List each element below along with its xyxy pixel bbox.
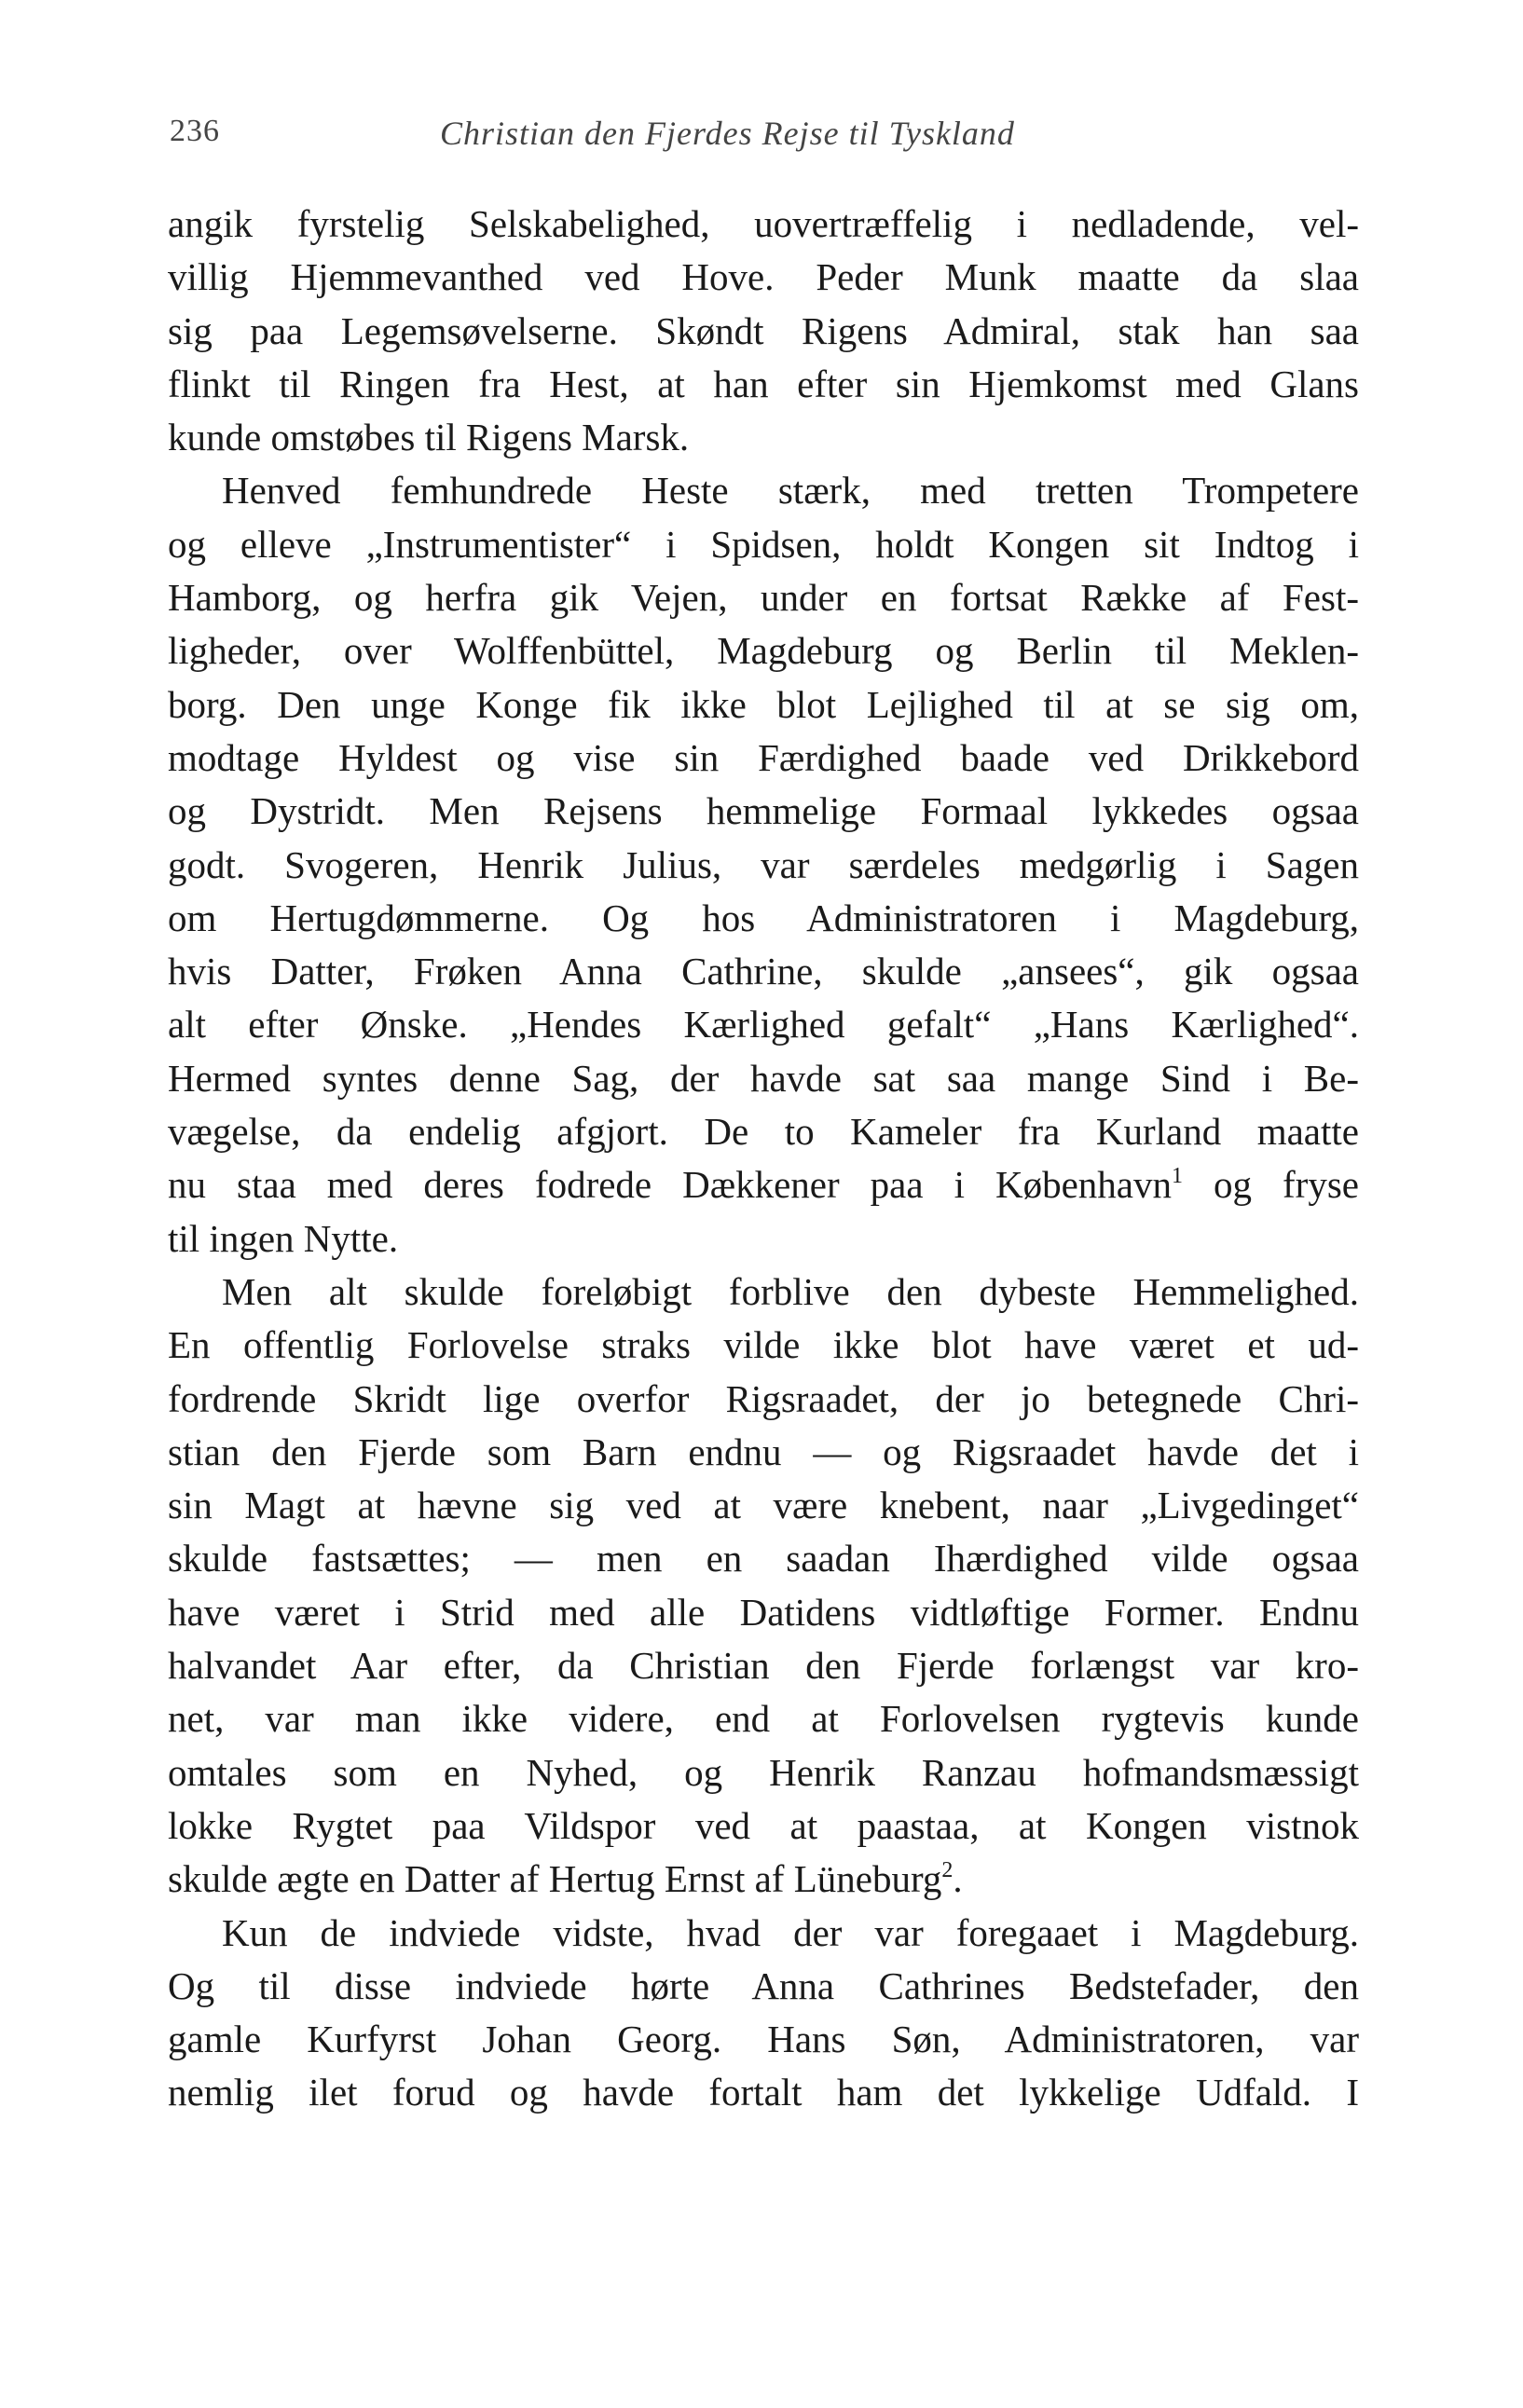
text-line [168, 1639, 1359, 1692]
text-line-content: skulde ægte en Datter af Hertug Ernst af Lüneburg [168, 1857, 942, 1901]
text-line [168, 839, 1359, 892]
text-line [168, 1373, 1359, 1426]
text-line-content: nu staa med deres fodrede Dækkener paa i København [168, 1163, 1172, 1207]
text-line-content: sig paa Legemsøvelserne. Skøndt Rigens Admiral, stak han saa [168, 308, 1359, 352]
text-line [168, 1692, 1359, 1745]
text-line-content: sin Magt at hævne sig ved at være knebent, naar „Livgedinget“ [168, 1484, 1359, 1527]
text-line-content: Men alt skulde foreløbigt forblive den dybeste Hemmelighed. [222, 1269, 1359, 1313]
text-line [168, 624, 1359, 677]
text-line [168, 198, 1359, 251]
text-line [168, 998, 1359, 1051]
text-line [168, 1799, 1359, 1853]
text-line-content: og Dystridt. Men Rejsens hemmelige Formaal lykkedes ogsaa [168, 789, 1359, 833]
text-line-content: til ingen Nytte. [168, 1216, 399, 1260]
text-line [168, 1052, 1359, 1105]
text-line [168, 1586, 1359, 1639]
text-line-content: Kun de indviede vidste, hvad der var foregaaet i Magdeburg. [222, 1910, 1359, 1954]
text-line-content: halvandet Aar efter, da Christian den Fjerde forlængst var kro- [168, 1644, 1359, 1688]
text-line-tail: . [953, 1857, 963, 1901]
footnote-marker: 1 [1171, 1163, 1183, 1188]
text-line-content: Hermed syntes denne Sag, der havde sat saa mange Sind i Be- [168, 1056, 1359, 1100]
text-line [168, 1105, 1359, 1158]
text-line [168, 358, 1359, 411]
text-line [168, 678, 1359, 732]
text-line [168, 1319, 1359, 1372]
text-line-content: modtage Hyldest og vise sin Færdighed baade ved Drikkebord [168, 735, 1359, 779]
text-line-content: alt efter Ønske. „Hendes Kærlighed gefalt“ „Hans Kærlighed“. [168, 1003, 1359, 1047]
text-line [168, 1266, 1359, 1319]
text-line [168, 1426, 1359, 1479]
text-line-content: Hamborg, og herfra gik Vejen, under en fortsat Række af Fest- [168, 576, 1359, 620]
text-line [168, 1960, 1359, 2013]
text-line [168, 2013, 1359, 2066]
text-line [168, 892, 1359, 945]
text-line-content: om Hertugdømmerne. Og hos Administratoren i Magdeburg, [168, 896, 1359, 939]
text-line-content: stian den Fjerde som Barn endnu — og Rigsraadet havde det i [168, 1430, 1359, 1473]
text-line-content: En offentlig Forlovelse straks vilde ikke blot have været et ud- [168, 1323, 1359, 1367]
text-line-content: fordrende Skridt lige overfor Rigsraadet, der jo betegnede Chri- [168, 1376, 1359, 1420]
text-line [168, 1479, 1359, 1532]
text-line-content: nemlig ilet forud og havde fortalt ham det lykkelige Udfald. I [168, 2071, 1359, 2114]
text-line [168, 411, 1359, 464]
text-line [168, 1853, 1359, 1906]
body-text [168, 198, 1359, 2120]
text-line [168, 732, 1359, 785]
text-line-content: Og til disse indviede hørte Anna Cathrines Bedstefader, den [168, 1963, 1359, 2007]
text-line [168, 2066, 1359, 2119]
page-header [170, 114, 1372, 160]
footnote-marker: 2 [941, 1857, 954, 1882]
text-line [168, 305, 1359, 358]
text-line-content: kunde omstøbes til Rigens Marsk. [168, 416, 690, 459]
text-line [168, 1158, 1359, 1211]
text-line-content: Henved femhundrede Heste stærk, med tretten Trompetere [222, 469, 1359, 513]
text-line-content: angik fyrstelig Selskabelighed, uovertræffelig i nedladende, vel- [168, 202, 1359, 245]
text-line-content: skulde fastsættes; — men en saadan Ihærdighed vilde ogsaa [168, 1537, 1359, 1580]
text-line-content: lokke Rygtet paa Vildspor ved at paastaa, at Kongen vistnok [168, 1803, 1359, 1847]
text-line-content: have været i Strid med alle Datidens vidtløftige Former. Endnu [168, 1590, 1359, 1634]
text-line [168, 1532, 1359, 1585]
text-line [168, 251, 1359, 304]
text-line [168, 518, 1359, 571]
running-title: Christian den Fjerdes Rejse til Tyskland [440, 115, 1015, 152]
text-line-content: vægelse, da endelig afgjort. De to Kameler fra Kurland maatte [168, 1110, 1359, 1154]
text-line-content: net, var man ikke videre, end at Forlovelsen rygtevis kunde [168, 1697, 1359, 1741]
text-line-tail: og fryse [1182, 1163, 1359, 1207]
text-line [168, 571, 1359, 624]
text-line-content: ligheder, over Wolffenbüttel, Magdeburg og Berlin til Meklen- [168, 629, 1359, 673]
page-number: 236 [170, 114, 220, 148]
text-line [168, 464, 1359, 517]
text-line-content: gamle Kurfyrst Johan Georg. Hans Søn, Administratoren, var [168, 2018, 1359, 2061]
text-line [168, 945, 1359, 998]
text-line-content: og elleve „Instrumentister“ i Spidsen, holdt Kongen sit Indtog i [168, 522, 1359, 566]
text-line-content: flinkt til Ringen fra Hest, at han efter sin Hjemkomst med Glans [168, 362, 1359, 405]
text-line-content: hvis Datter, Frøken Anna Cathrine, skulde „ansees“, gik ogsaa [168, 950, 1359, 993]
text-line [168, 1212, 1359, 1266]
text-line [168, 1907, 1359, 1960]
text-line-content: borg. Den unge Konge fik ikke blot Lejlighed til at se sig om, [168, 682, 1359, 726]
text-line [168, 1746, 1359, 1799]
text-line [168, 785, 1359, 838]
text-line-content: villig Hjemmevanthed ved Hove. Peder Munk maatte da slaa [168, 255, 1359, 299]
text-line-content: omtales som en Nyhed, og Henrik Ranzau hofmandsmæssigt [168, 1750, 1359, 1794]
text-line-content: godt. Svogeren, Henrik Julius, var særdeles medgørlig i Sagen [168, 842, 1359, 886]
